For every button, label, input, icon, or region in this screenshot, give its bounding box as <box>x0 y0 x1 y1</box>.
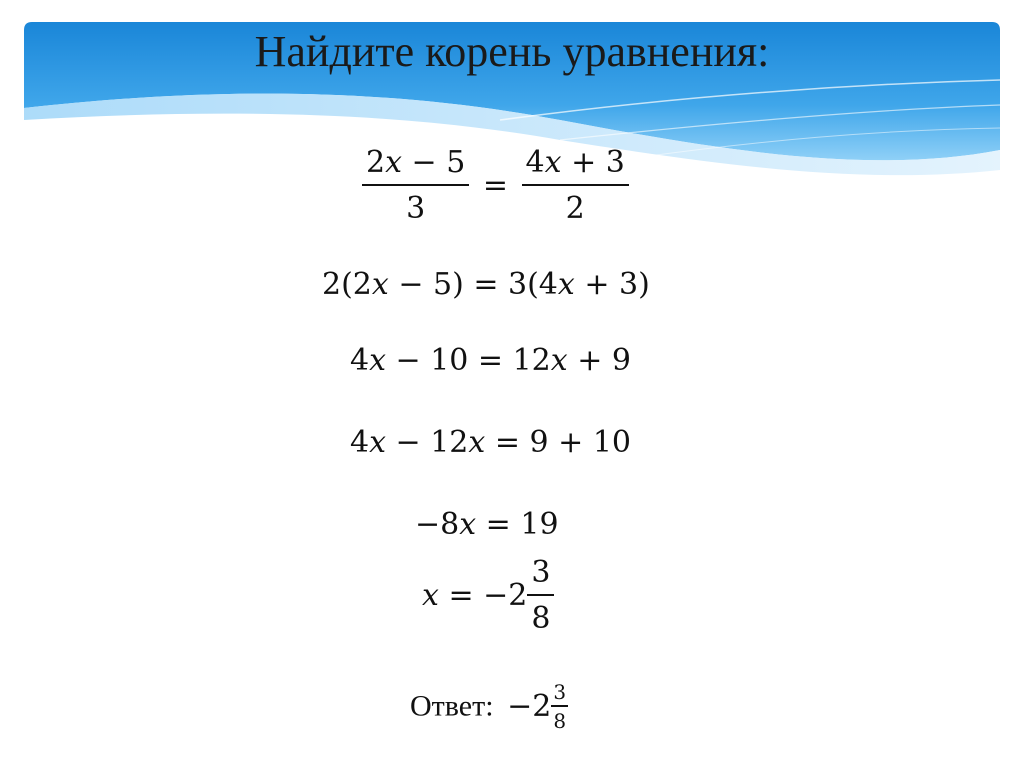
answer-fraction <box>551 682 568 731</box>
solution-numerator: 3 <box>531 555 551 590</box>
equation-line-6 <box>422 555 554 636</box>
fraction-bar <box>362 184 469 186</box>
solution-denominator: 8 <box>531 601 551 636</box>
slide-title: Найдите корень уравнения: <box>254 27 770 76</box>
fraction-bar <box>527 594 554 596</box>
solution-fraction <box>527 555 554 636</box>
left-denominator: 3 <box>406 191 426 226</box>
right-fraction <box>522 145 629 226</box>
fraction-bar <box>522 184 629 186</box>
equation-line-2: 2(2𝑥 − 5) = 3(4𝑥 + 3) <box>322 267 650 302</box>
answer-label: Ответ: <box>410 689 494 723</box>
fraction-bar <box>551 705 568 707</box>
answer-denominator: 8 <box>553 709 567 733</box>
equation-line-3: 4𝑥 − 10 = 12𝑥 + 9 <box>350 343 631 378</box>
equation-line-5: −8𝑥 = 19 <box>415 507 559 542</box>
equation-line-1 <box>362 145 629 226</box>
answer-numerator: 3 <box>553 680 567 704</box>
solution-prefix: 𝑥 = −2 <box>422 578 528 613</box>
equation-line-4: 4𝑥 − 12𝑥 = 9 + 10 <box>350 425 631 460</box>
right-numerator: 4𝑥 + 3 <box>525 145 625 180</box>
answer-line <box>410 682 568 731</box>
left-numerator: 2𝑥 − 5 <box>366 145 466 180</box>
left-fraction <box>362 145 469 226</box>
right-denominator: 2 <box>565 191 585 226</box>
answer-prefix: −2 <box>507 688 552 724</box>
equals-sign: = <box>482 168 508 203</box>
